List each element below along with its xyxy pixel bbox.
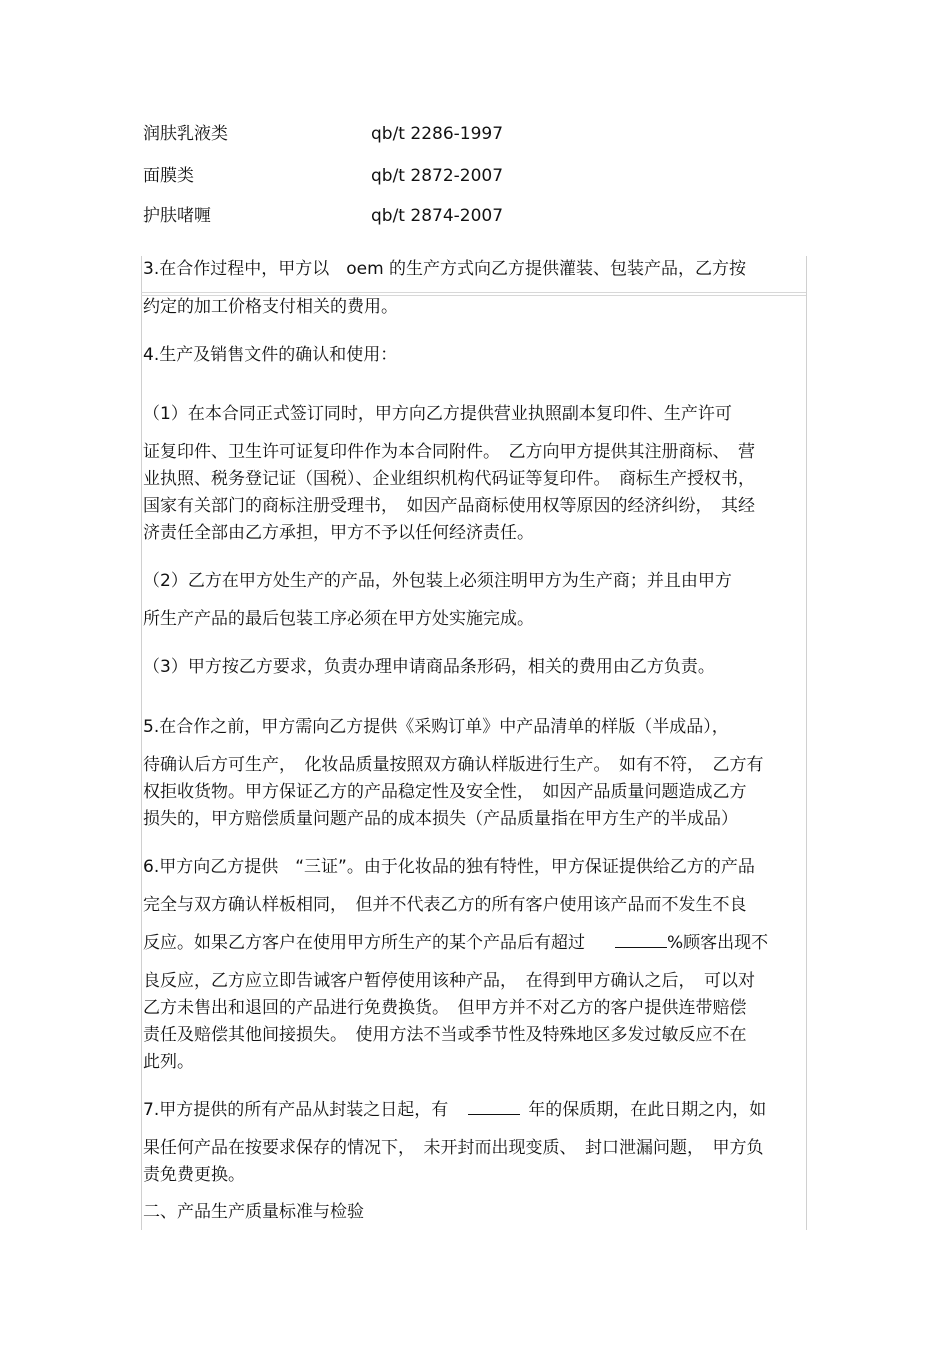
clause-5-line: 权拒收货物。甲方保证乙方的产品稳定性及安全性， 如因产品质量问题造成乙方 xyxy=(143,782,747,802)
percentage-blank xyxy=(615,933,667,948)
clause-6-line: 完全与双方确认样板相同， 但并不代表乙方的所有客户使用该产品而不发生不良 xyxy=(143,895,747,915)
clause-4-1-line: （1）在本合同正式签订同时，甲方向乙方提供营业执照副本复印件、生产许可 xyxy=(143,404,732,424)
frame-divider xyxy=(141,295,806,296)
standard-code: qb/t 2872-2007 xyxy=(371,166,504,186)
clause-4-1-line: 济责任全部由乙方承担，甲方不予以任何经济责任。 xyxy=(143,523,534,543)
clause-6-line xyxy=(143,933,768,953)
section-heading: 二、产品生产质量标准与检验 xyxy=(143,1202,364,1222)
clause-6-line: 此列。 xyxy=(143,1052,194,1072)
year-blank xyxy=(468,1100,520,1115)
clause-4-title: 4.生产及销售文件的确认和使用： xyxy=(143,345,398,365)
standard-name: 面膜类 xyxy=(143,166,194,186)
clause-4-2-line: 所生产产品的最后包装工序必须在甲方处实施完成。 xyxy=(143,609,534,629)
clause-4-3-line: （3）甲方按乙方要求，负责办理申请商品条形码，相关的费用由乙方负责。 xyxy=(143,657,715,677)
clause-6-text: 反应。如果乙方客户在使用甲方所生产的某个产品后有超过 xyxy=(143,933,585,953)
frame-left-line xyxy=(141,256,142,1230)
clause-7-line: 果任何产品在按要求保存的情况下， 未开封而出现变质、 封口泄漏问题， 甲方负 xyxy=(143,1138,764,1158)
clause-6-line: 责任及赔偿其他间接损失。 使用方法不当或季节性及特殊地区多发过敏反应不在 xyxy=(143,1025,747,1045)
clause-7-line xyxy=(143,1100,766,1120)
clause-4-1-line: 国家有关部门的商标注册受理书， 如因产品商标使用权等原因的经济纠纷， 其经 xyxy=(143,496,755,516)
clause-6-text: %顾客出现不 xyxy=(667,933,769,953)
clause-6-line: 良反应，乙方应立即告诫客户暂停使用该种产品， 在得到甲方确认之后， 可以对 xyxy=(143,971,755,991)
clause-7-line: 责免费更换。 xyxy=(143,1165,245,1185)
clause-3-line: 3.在合作过程中，甲方以 oem 的生产方式向乙方提供灌装、包装产品，乙方按 xyxy=(143,259,747,279)
clause-4-1-line: 证复印件、卫生许可证复印件作为本合同附件。 乙方向甲方提供其注册商标、 营 xyxy=(143,442,755,462)
clause-4-1-line: 业执照、税务登记证（国税）、企业组织机构代码证等复印件。 商标生产授权书， xyxy=(143,469,755,489)
standard-name: 护肤啫喱 xyxy=(143,206,211,226)
clause-5-line: 损失的，甲方赔偿质量问题产品的成本损失（产品质量指在甲方生产的半成品） xyxy=(143,809,738,829)
clause-3-line: 约定的加工价格支付相关的费用。 xyxy=(143,297,398,317)
frame-divider xyxy=(141,292,806,293)
clause-7-text: 7.甲方提供的所有产品从封装之日起，有 xyxy=(143,1100,449,1120)
clause-5-line: 待确认后方可生产， 化妆品质量按照双方确认样版进行生产。 如有不符， 乙方有 xyxy=(143,755,764,775)
frame-right-line xyxy=(806,256,807,1230)
clause-6-line: 乙方未售出和退回的产品进行免费换货。 但甲方并不对乙方的客户提供连带赔偿 xyxy=(143,998,747,1018)
clause-7-text: 年的保质期，在此日期之内，如 xyxy=(528,1100,767,1120)
standard-name: 润肤乳液类 xyxy=(143,124,228,144)
clause-5-line: 5.在合作之前，甲方需向乙方提供《采购订单》中产品清单的样版（半成品）， xyxy=(143,717,729,737)
clause-6-line: 6.甲方向乙方提供 “三证”。由于化妆品的独有特性，甲方保证提供给乙方的产品 xyxy=(143,857,755,877)
standard-code: qb/t 2286-1997 xyxy=(371,124,504,144)
standard-code: qb/t 2874-2007 xyxy=(371,206,504,226)
clause-4-2-line: （2）乙方在甲方处生产的产品，外包装上必须注明甲方为生产商；并且由甲方 xyxy=(143,571,732,591)
